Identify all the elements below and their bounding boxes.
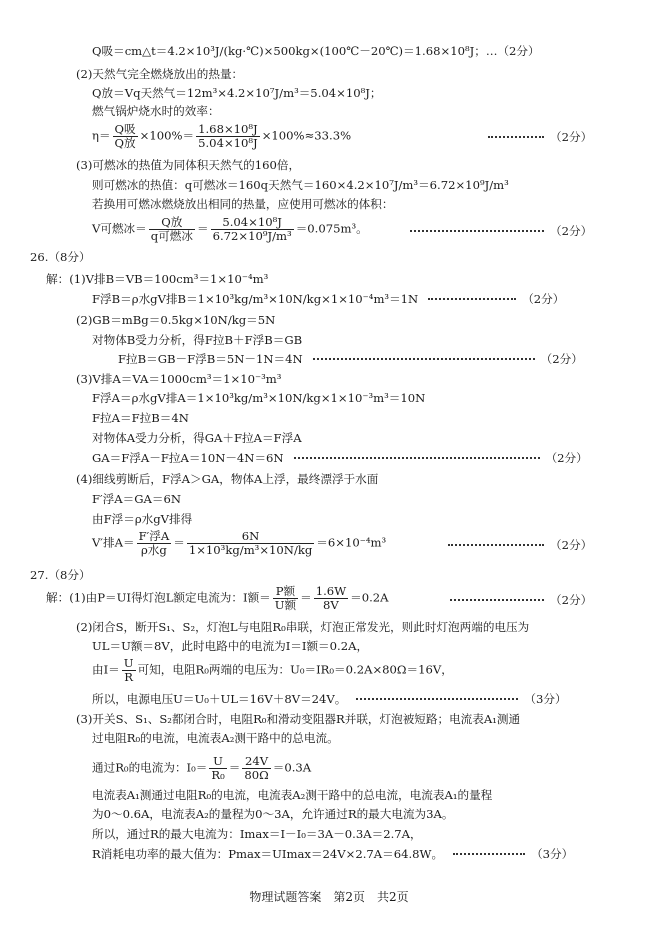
q26-volume-formula: V′排A＝ $\frac{\text{F′浮A}}{\text{ρ水g}}$ ＝ $\frac{6N}{\text{1×10³kg/m³×10N/kg}}$ ＝6×10⁻⁴m³ (92, 529, 387, 557)
q25-efficiency-points: （2分） (478, 130, 592, 145)
page-footer: 物理试题答案 第2页 共2页 (249, 890, 409, 904)
q25-volume-points: （2分） (400, 224, 592, 239)
q25-heat-released-line: Q放＝Vq天然气＝12m³×4.2×10⁷J/m³＝5.04×10⁸J； (92, 86, 382, 100)
q26-line: F拉A＝F拉B＝4N (92, 411, 189, 425)
q26-volume-points: （2分） (438, 538, 592, 553)
q25-volume-intro: 若换用可燃冰燃烧放出相同的热量，应使用可燃冰的体积： (92, 197, 394, 211)
fraction: $\frac{\text{F′浮A}}{\text{ρ水g}}$ (138, 529, 170, 557)
q25-heat-value-line: 则可燃冰的热值：q可燃冰＝160q天然气＝160×4.2×10⁷J/m³＝6.72×10⁹J/m³ (92, 178, 509, 192)
q26-line: GA＝F浮A－F拉A＝10N－4N＝6N （2分） (92, 451, 588, 465)
q27-line: 过电阻R₀的电流，电流表A₂测干路中的总电流。 (92, 731, 339, 745)
q27-line: (3)开关S、S₁、S₂都闭合时，电阻R₀和滑动变阻器R并联，灯泡被短路；电流表A₁测通 (76, 712, 521, 726)
q26-line: (2)GB＝mBg＝0.5kg×10N/kg＝5N (76, 313, 276, 327)
fraction: $\frac{\text{Q放}}{\text{q可燃冰}}$ (150, 215, 193, 243)
q26-line: F′浮A＝GA＝6N (92, 492, 181, 506)
fraction: $\frac{1.6W}{8V}$ (315, 584, 347, 612)
q26-line: F拉B＝GB－F浮B＝5N－1N＝4N （2分） (118, 352, 583, 366)
q26-line: (3)V排A＝VA＝1000cm³＝1×10⁻³m³ (76, 372, 282, 386)
q27-line: 所以，电源电压U＝U₀＋UL＝16V＋8V＝24V。 （3分） (92, 692, 567, 706)
q26-line: 由F浮＝ρ水gV排得 (92, 512, 193, 526)
q27-r0-current-formula: 通过R₀的电流为：I₀＝ $\frac{U}{\text{R₀}}$ ＝ $\frac{24V}{80\Omega}$ ＝0.3A (92, 754, 312, 782)
q25-efficiency-formula: η＝ $\frac{\text{Q吸}}{\text{Q放}}$ ×100%＝ $\frac{\text{1.68×10⁸J}}{\text{5.04×10⁸J}}$ ×100%≈33.3% (92, 122, 352, 150)
fraction: $\frac{\text{Q吸}}{\text{Q放}}$ (114, 122, 136, 150)
q27-line: UL＝U额＝8V，此时电路中的电流为I＝I额＝0.2A， (92, 639, 369, 653)
fraction: $\frac{\text{5.04×10⁸J}}{\text{6.72×10⁹J/m³}}$ (212, 215, 292, 243)
q26-line: 对物体A受力分析，得GA＋F拉A＝F浮A (92, 431, 302, 445)
q26-line: 对物体B受力分析，得F拉B＋F浮B＝GB (92, 333, 303, 347)
fraction: $\frac{\text{1.68×10⁸J}}{\text{5.04×10⁸J}}$ (198, 122, 258, 150)
fraction: $\frac{\text{P额}}{\text{U额}}$ (274, 584, 297, 612)
fraction: $\frac{6N}{\text{1×10³kg/m³×10N/kg}}$ (188, 529, 313, 557)
q25-volume-formula: V可燃冰＝ $\frac{\text{Q放}}{\text{q可燃冰}}$ ＝ $\frac{\text{5.04×10⁸J}}{\text{6.72×10⁹J/m³}}$ ＝0.075m³。 (92, 215, 368, 243)
q27-title: 27.（8分） (30, 568, 91, 582)
q27-line: 所以，通过R的最大电流为：Imax＝I－I₀＝3A－0.3A＝2.7A， (92, 827, 422, 841)
q27-line: R消耗电功率的最大值为：Pmax＝UImax＝24V×2.7A＝64.8W。 （3分） (92, 847, 574, 861)
points: （2分） (497, 44, 540, 58)
q26-line: F浮B＝ρ水gV排B＝1×10³kg/m³×10N/kg×1×10⁻⁴m³＝1N （2分） (92, 292, 565, 306)
q27-line: 电流表A₁测通过电阻R₀的电流，电流表A₂测干路中的总电流，电流表A₁的量程 (92, 788, 493, 802)
q27-current-formula: 解：(1)由P＝UI得灯泡L额定电流为：I额＝ $\frac{\text{P额}}{\text{U额}}$ ＝ $\frac{1.6W}{8V}$ ＝0.2A (46, 584, 389, 612)
q25-heat-absorbed-line: Q吸＝cm△t＝4.2×10³J/(kg·℃)×500kg×(100℃－20℃)＝1.68×10⁸J；…（2分） (92, 44, 540, 58)
q27-current-points: （2分） (440, 593, 592, 608)
fraction: $\frac{U}{\text{R₀}}$ (211, 754, 225, 782)
q26-title: 26.（8分） (30, 250, 91, 264)
q27-line: 为0～0.6A，电流表A₂的量程为0～3A，允许通过R的最大电流为3A。 (92, 807, 454, 821)
q25-efficiency-title: 燃气锅炉烧水时的效率： (92, 104, 220, 118)
fraction: $\frac{U}{R}$ (123, 656, 134, 684)
q25-part2-title: (2)天然气完全燃烧放出的热量： (76, 67, 244, 81)
q26-line: 解：(1)V排B＝VB＝100cm³＝1×10⁻⁴m³ (46, 272, 269, 286)
q26-line: (4)细线剪断后，F浮A＞GA，物体A上浮，最终漂浮于水面 (76, 472, 379, 486)
q27-ohm-formula: 由I＝ $\frac{U}{R}$ 可知，电阻R₀两端的电压为：U₀＝IR₀＝0.2A×80Ω＝16V， (92, 656, 453, 684)
q25-part3-title: (3)可燃冰的热值为同体积天然气的160倍， (76, 158, 301, 172)
q26-line: F浮A＝ρ水gV排A＝1×10³kg/m³×10N/kg×1×10⁻³m³＝10N (92, 391, 426, 405)
q27-line: (2)闭合S，断开S₁、S₂，灯泡L与电阻R₀串联，灯泡正常发光，则此时灯泡两端的电压为 (76, 620, 530, 634)
fraction: $\frac{24V}{80\Omega}$ (244, 754, 269, 782)
